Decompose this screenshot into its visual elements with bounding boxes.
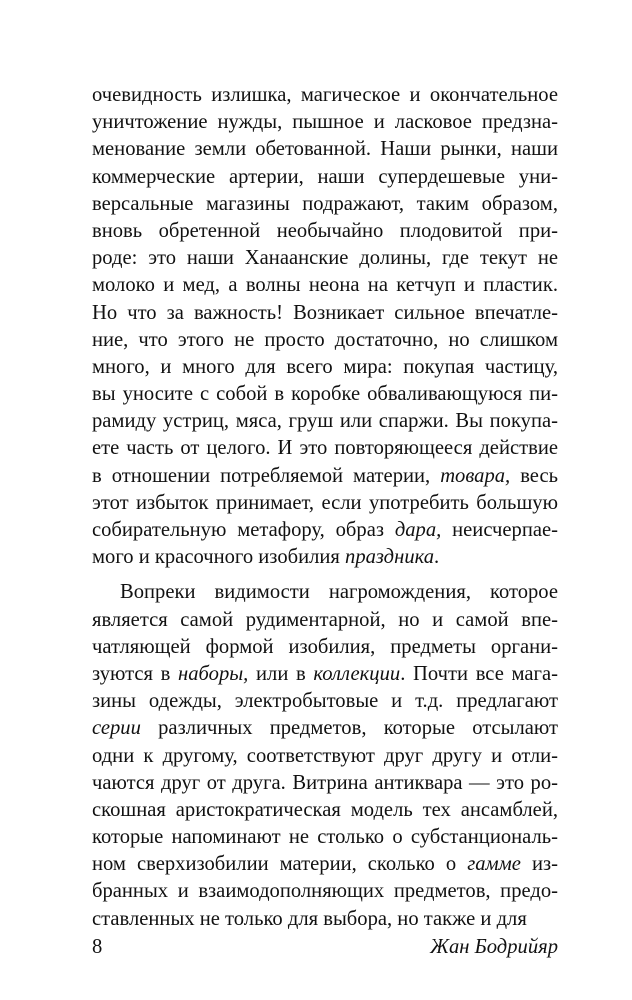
italic-term: коллекции xyxy=(313,662,401,685)
italic-term: серии xyxy=(92,717,141,740)
text-line xyxy=(92,715,558,742)
text-line xyxy=(92,136,558,163)
text-line xyxy=(92,354,558,381)
text-run: бранных и взаимодополняющих предметов, предо- xyxy=(92,880,558,903)
text-line xyxy=(92,579,558,606)
text-line xyxy=(92,218,558,245)
text-run: является самой рудиментарной, но и самой впе- xyxy=(92,608,558,631)
text-line xyxy=(92,906,558,933)
text-run: вы уносите с собой в коробке обваливающуюся пи- xyxy=(92,383,558,406)
text-run: вновь обретенной необычайно плодовитой при- xyxy=(92,219,558,242)
text-run: ние, что этого не просто достаточно, но слишком xyxy=(92,328,558,351)
paragraph-2 xyxy=(92,579,558,932)
text-run: . Почти все мага- xyxy=(400,662,558,685)
text-run: . xyxy=(434,546,440,569)
page-number: 8 xyxy=(92,936,103,958)
text-run: ете часть от целого. И это повторяющееся действие xyxy=(92,437,558,460)
text-line xyxy=(92,824,558,851)
text-line xyxy=(92,300,558,327)
text-line xyxy=(92,164,558,191)
text-run: собирательную метафору, образ xyxy=(92,519,395,541)
paragraph-1 xyxy=(92,82,558,571)
text-run: молоко и мед, а волны неона на кетчуп и пластик. xyxy=(92,274,558,297)
text-run: Вопреки видимости нагромождения, которое xyxy=(120,581,558,604)
text-line xyxy=(92,878,558,905)
text-run: весь xyxy=(510,464,558,487)
paragraph-gap xyxy=(92,571,558,579)
text-line xyxy=(92,272,558,299)
text-run: зуются в xyxy=(92,662,179,685)
text-run: версальные магазины подражают, таким образом, xyxy=(92,192,558,215)
text-line xyxy=(92,517,558,544)
text-run: очевидность излишка, магическое и окончательное xyxy=(92,84,558,106)
text-line xyxy=(92,408,558,435)
text-line xyxy=(92,544,558,571)
text-run: чатляющей формой изобилия, предметы органи- xyxy=(92,635,558,658)
text-run: много, и много для всего мира: покупая частицу, xyxy=(92,355,558,378)
text-line xyxy=(92,82,558,109)
text-run: которые напоминают не столько о субстанциональ- xyxy=(92,826,558,849)
text-run: роде: это наши Ханаанские долины, где текут не xyxy=(92,247,558,270)
text-run: из- xyxy=(520,853,558,876)
text-run: различных предметов, которые отсылают xyxy=(140,717,558,740)
text-line xyxy=(92,797,558,824)
text-line xyxy=(92,770,558,797)
text-run: уничтожение нужды, пышное и ласковое предзна- xyxy=(92,111,558,134)
text-line xyxy=(92,327,558,354)
text-line xyxy=(92,109,558,136)
text-line xyxy=(92,688,558,715)
italic-term: наборы, xyxy=(178,662,249,685)
text-line xyxy=(92,191,558,218)
text-run: ставленных не только для выбора, но также и для xyxy=(92,907,527,930)
text-run: неисчерпае- xyxy=(441,519,558,541)
text-run: менование земли обетованной. Наши рынки, наши xyxy=(92,138,558,161)
italic-term: товара, xyxy=(440,464,511,487)
text-line xyxy=(92,381,558,408)
text-line xyxy=(92,245,558,272)
text-line xyxy=(92,661,558,688)
text-run: в отношении потребляемой материи, xyxy=(92,464,441,487)
text-run: одни к другому, соответствуют друг другу и отли- xyxy=(92,744,558,767)
text-line xyxy=(92,490,558,517)
text-line xyxy=(92,743,558,770)
text-run: этот избыток принимает, если употребить большую xyxy=(92,491,558,514)
page-footer xyxy=(92,933,558,961)
text-run: мого и красочного изобилия xyxy=(92,546,346,569)
text-line xyxy=(92,634,558,661)
text-line xyxy=(92,607,558,634)
running-footer-author: Жан Бодрийяр xyxy=(430,936,558,958)
text-run: коммерческие артерии, наши супердешевые уни- xyxy=(92,165,558,188)
body-text xyxy=(92,82,558,933)
text-run: зины одежды, электробытовые и т.д. предлагают xyxy=(92,690,558,713)
italic-term: дара, xyxy=(394,519,442,541)
text-run: или в xyxy=(248,662,314,685)
text-line xyxy=(92,435,558,462)
text-line xyxy=(92,463,558,490)
text-run: рамиду устриц, мяса, груш или спаржи. Вы покупа- xyxy=(92,410,558,433)
italic-term: гамме xyxy=(467,853,521,876)
text-run: Но что за важность! Возникает сильное впечатле- xyxy=(92,301,558,324)
text-run: чаются друг от друга. Витрина антиквара — это ро- xyxy=(92,771,558,794)
italic-term: праздника xyxy=(345,546,435,569)
text-line xyxy=(92,851,558,878)
text-run: ном сверхизобилии материи, сколько о xyxy=(92,853,468,876)
text-run: скошная аристократическая модель тех ансамблей, xyxy=(92,798,558,821)
